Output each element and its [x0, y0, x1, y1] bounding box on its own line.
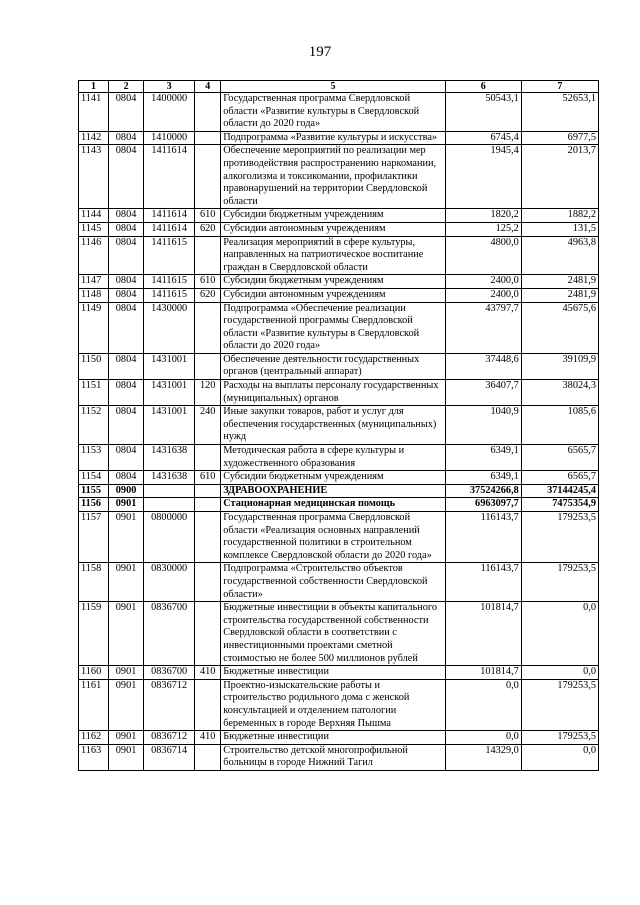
- table-row: [79, 731, 599, 745]
- expense-type-code: [195, 145, 221, 209]
- amount-year-1: 2400,0: [445, 288, 521, 302]
- expense-type-code: 410: [195, 666, 221, 680]
- item-name: Расходы на выплаты персоналу государственных (муниципальных) органов: [221, 380, 445, 406]
- target-article-code: 1431001: [144, 380, 195, 406]
- expense-type-code: [195, 93, 221, 132]
- row-number: 1155: [79, 484, 109, 498]
- amount-year-2: 179253,5: [521, 512, 598, 563]
- expense-type-code: [195, 484, 221, 498]
- section-code: 0901: [109, 512, 144, 563]
- item-name: Строительство детской многопрофильной больницы в городе Нижний Тагил: [221, 744, 445, 770]
- expense-type-code: 610: [195, 209, 221, 223]
- table-row: [79, 275, 599, 289]
- row-number: 1156: [79, 498, 109, 512]
- section-code: 0900: [109, 484, 144, 498]
- section-code: 0901: [109, 744, 144, 770]
- item-name: Методическая работа в сфере культуры и художественного образования: [221, 445, 445, 471]
- amount-year-1: 14329,0: [445, 744, 521, 770]
- section-code: 0901: [109, 731, 144, 745]
- table-row: [79, 222, 599, 236]
- target-article-code: 1411615: [144, 288, 195, 302]
- section-code: 0901: [109, 498, 144, 512]
- row-number: 1152: [79, 406, 109, 445]
- expense-type-code: 620: [195, 222, 221, 236]
- item-name: Бюджетные инвестиции: [221, 666, 445, 680]
- section-code: 0804: [109, 471, 144, 485]
- row-number: 1158: [79, 563, 109, 602]
- item-name: Стационарная медицинская помощь: [221, 498, 445, 512]
- expense-type-code: [195, 302, 221, 353]
- table-row: [79, 93, 599, 132]
- amount-year-2: 38024,3: [521, 380, 598, 406]
- column-header: 7: [521, 81, 598, 93]
- row-number: 1163: [79, 744, 109, 770]
- column-header: 1: [79, 81, 109, 93]
- expense-type-code: [195, 679, 221, 730]
- page-number: 197: [308, 44, 332, 60]
- item-name: Субсидии автономным учреждениям: [221, 222, 445, 236]
- row-number: 1154: [79, 471, 109, 485]
- amount-year-2: 2013,7: [521, 145, 598, 209]
- section-code: 0804: [109, 445, 144, 471]
- table-row: [79, 679, 599, 730]
- amount-year-1: 4800,0: [445, 236, 521, 275]
- expense-type-code: [195, 563, 221, 602]
- amount-year-1: 6349,1: [445, 471, 521, 485]
- row-number: 1151: [79, 380, 109, 406]
- target-article-code: 1411615: [144, 236, 195, 275]
- table-row: [79, 302, 599, 353]
- item-name: Субсидии бюджетным учреждениям: [221, 209, 445, 223]
- amount-year-2: 6565,7: [521, 445, 598, 471]
- item-name: Реализация мероприятий в сфере культуры, направленных на патриотическое воспитание граждан в Свердловской области: [221, 236, 445, 275]
- item-name: Государственная программа Свердловской области «Реализация основных направлений государственной политики в строительном комплексе Свердловской области до 2020 года»: [221, 512, 445, 563]
- row-number: 1141: [79, 93, 109, 132]
- target-article-code: 1431001: [144, 353, 195, 379]
- expense-type-code: [195, 236, 221, 275]
- section-code: 0804: [109, 222, 144, 236]
- target-article-code: 0836712: [144, 731, 195, 745]
- table-row: [79, 406, 599, 445]
- row-number: 1160: [79, 666, 109, 680]
- amount-year-2: 1882,2: [521, 209, 598, 223]
- section-code: 0804: [109, 302, 144, 353]
- target-article-code: 1411614: [144, 209, 195, 223]
- target-article-code: 1430000: [144, 302, 195, 353]
- amount-year-1: 36407,7: [445, 380, 521, 406]
- amount-year-2: 7475354,9: [521, 498, 598, 512]
- item-name: Субсидии автономным учреждениям: [221, 288, 445, 302]
- column-header: 5: [221, 81, 445, 93]
- expense-type-code: 120: [195, 380, 221, 406]
- row-number: 1142: [79, 131, 109, 145]
- amount-year-2: 2481,9: [521, 275, 598, 289]
- table-row: [79, 236, 599, 275]
- expense-type-code: 620: [195, 288, 221, 302]
- expense-type-code: [195, 131, 221, 145]
- section-code: 0901: [109, 602, 144, 666]
- amount-year-2: 4963,8: [521, 236, 598, 275]
- target-article-code: 1431638: [144, 445, 195, 471]
- amount-year-1: 43797,7: [445, 302, 521, 353]
- section-code: 0804: [109, 406, 144, 445]
- table-row: [79, 602, 599, 666]
- table-row: [79, 512, 599, 563]
- table-row: [79, 445, 599, 471]
- table-row: [79, 145, 599, 209]
- section-code: 0901: [109, 666, 144, 680]
- expense-type-code: [195, 498, 221, 512]
- section-code: 0804: [109, 131, 144, 145]
- row-number: 1162: [79, 731, 109, 745]
- column-header: 6: [445, 81, 521, 93]
- row-number: 1161: [79, 679, 109, 730]
- expense-type-code: [195, 445, 221, 471]
- amount-year-1: 37448,6: [445, 353, 521, 379]
- row-number: 1146: [79, 236, 109, 275]
- table-row: [79, 471, 599, 485]
- target-article-code: 1411614: [144, 145, 195, 209]
- amount-year-2: 52653,1: [521, 93, 598, 132]
- table-row: [79, 353, 599, 379]
- item-name: Подпрограмма «Развитие культуры и искусства»: [221, 131, 445, 145]
- item-name: Иные закупки товаров, работ и услуг для обеспечения государственных (муниципальных) нужд: [221, 406, 445, 445]
- amount-year-2: 0,0: [521, 744, 598, 770]
- row-number: 1153: [79, 445, 109, 471]
- amount-year-2: 131,5: [521, 222, 598, 236]
- amount-year-2: 179253,5: [521, 563, 598, 602]
- row-number: 1147: [79, 275, 109, 289]
- amount-year-1: 1040,9: [445, 406, 521, 445]
- amount-year-1: 50543,1: [445, 93, 521, 132]
- target-article-code: 1431638: [144, 471, 195, 485]
- table-row: [79, 131, 599, 145]
- target-article-code: [144, 484, 195, 498]
- amount-year-1: 1945,4: [445, 145, 521, 209]
- expense-type-code: [195, 602, 221, 666]
- table-row: [79, 666, 599, 680]
- expense-type-code: 410: [195, 731, 221, 745]
- target-article-code: 0836714: [144, 744, 195, 770]
- amount-year-2: 6977,5: [521, 131, 598, 145]
- amount-year-1: 101814,7: [445, 666, 521, 680]
- amount-year-1: 2400,0: [445, 275, 521, 289]
- section-code: 0804: [109, 93, 144, 132]
- item-name: Подпрограмма «Обеспечение реализации государственной программы Свердловской области «Развитие культуры в Свердловской области до 2020 года»: [221, 302, 445, 353]
- target-article-code: 1410000: [144, 131, 195, 145]
- section-code: 0804: [109, 145, 144, 209]
- amount-year-1: 101814,7: [445, 602, 521, 666]
- amount-year-2: 37144245,4: [521, 484, 598, 498]
- row-number: 1150: [79, 353, 109, 379]
- column-header: 3: [144, 81, 195, 93]
- amount-year-1: 0,0: [445, 679, 521, 730]
- amount-year-1: 6745,4: [445, 131, 521, 145]
- table-row: [79, 498, 599, 512]
- amount-year-1: 37524266,8: [445, 484, 521, 498]
- amount-year-1: 125,2: [445, 222, 521, 236]
- section-code: 0901: [109, 679, 144, 730]
- item-name: Государственная программа Свердловской области «Развитие культуры в Свердловской области до 2020 года»: [221, 93, 445, 132]
- row-number: 1145: [79, 222, 109, 236]
- amount-year-2: 1085,6: [521, 406, 598, 445]
- expense-type-code: [195, 512, 221, 563]
- row-number: 1157: [79, 512, 109, 563]
- row-number: 1143: [79, 145, 109, 209]
- amount-year-2: 179253,5: [521, 679, 598, 730]
- target-article-code: 1431001: [144, 406, 195, 445]
- target-article-code: 1400000: [144, 93, 195, 132]
- table-row: [79, 744, 599, 770]
- item-name: Проектно-изыскательские работы и строительство родильного дома с женской консультацией и отделением патологии беременных в городе Верхняя Пышма: [221, 679, 445, 730]
- amount-year-1: 116143,7: [445, 563, 521, 602]
- item-name: ЗДРАВООХРАНЕНИЕ: [221, 484, 445, 498]
- column-header: 2: [109, 81, 144, 93]
- target-article-code: 0836700: [144, 602, 195, 666]
- table-row: [79, 380, 599, 406]
- target-article-code: [144, 498, 195, 512]
- expense-type-code: [195, 744, 221, 770]
- row-number: 1149: [79, 302, 109, 353]
- column-header: 4: [195, 81, 221, 93]
- budget-table: [78, 80, 599, 771]
- target-article-code: 0800000: [144, 512, 195, 563]
- item-name: Бюджетные инвестиции: [221, 731, 445, 745]
- amount-year-1: 6963097,7: [445, 498, 521, 512]
- amount-year-1: 116143,7: [445, 512, 521, 563]
- table-body: [79, 93, 599, 771]
- amount-year-1: 6349,1: [445, 445, 521, 471]
- item-name: Обеспечение мероприятий по реализации мер противодействия распространению наркомании, алкоголизма и токсикомании, профилактики правонарушений на территории Свердловской области: [221, 145, 445, 209]
- table-row: [79, 484, 599, 498]
- amount-year-2: 6565,7: [521, 471, 598, 485]
- expense-type-code: 240: [195, 406, 221, 445]
- section-code: 0804: [109, 275, 144, 289]
- target-article-code: 0830000: [144, 563, 195, 602]
- target-article-code: 0836712: [144, 679, 195, 730]
- target-article-code: 1411614: [144, 222, 195, 236]
- amount-year-2: 45675,6: [521, 302, 598, 353]
- row-number: 1144: [79, 209, 109, 223]
- target-article-code: 1411615: [144, 275, 195, 289]
- section-code: 0804: [109, 380, 144, 406]
- expense-type-code: 610: [195, 471, 221, 485]
- section-code: 0901: [109, 563, 144, 602]
- target-article-code: 0836700: [144, 666, 195, 680]
- section-code: 0804: [109, 353, 144, 379]
- amount-year-1: 0,0: [445, 731, 521, 745]
- item-name: Субсидии бюджетным учреждениям: [221, 471, 445, 485]
- amount-year-1: 1820,2: [445, 209, 521, 223]
- section-code: 0804: [109, 236, 144, 275]
- amount-year-2: 2481,9: [521, 288, 598, 302]
- table-row: [79, 563, 599, 602]
- item-name: Подпрограмма «Строительство объектов государственной собственности Свердловской области»: [221, 563, 445, 602]
- amount-year-2: 0,0: [521, 666, 598, 680]
- row-number: 1148: [79, 288, 109, 302]
- item-name: Бюджетные инвестиции в объекты капитального строительства государственной собственности Свердловской области в соответствии с инвестиционными проектами сметной стоимостью не более 500 миллионов рублей: [221, 602, 445, 666]
- table-header-row: [79, 81, 599, 93]
- amount-year-2: 39109,9: [521, 353, 598, 379]
- item-name: Обеспечение деятельности государственных органов (центральный аппарат): [221, 353, 445, 379]
- amount-year-2: 0,0: [521, 602, 598, 666]
- table-row: [79, 288, 599, 302]
- expense-type-code: [195, 353, 221, 379]
- item-name: Субсидии бюджетным учреждениям: [221, 275, 445, 289]
- expense-type-code: 610: [195, 275, 221, 289]
- table-row: [79, 209, 599, 223]
- row-number: 1159: [79, 602, 109, 666]
- amount-year-2: 179253,5: [521, 731, 598, 745]
- section-code: 0804: [109, 288, 144, 302]
- section-code: 0804: [109, 209, 144, 223]
